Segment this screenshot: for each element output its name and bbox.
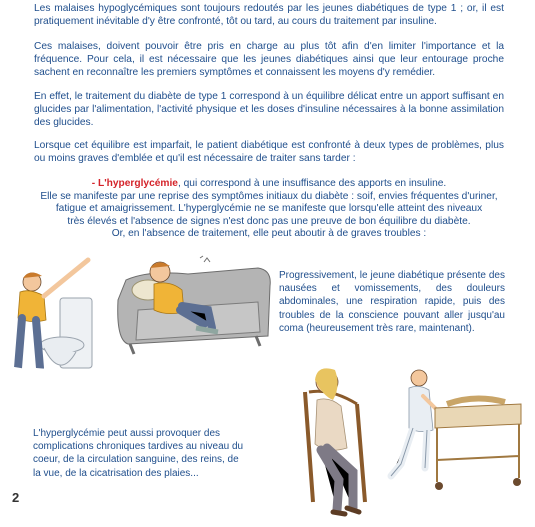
bullet-dash: - <box>91 178 98 189</box>
hyperglycemie-block <box>34 178 504 241</box>
intro-paragraph: Les malaises hypoglycémiques sont toujours redoutés par les jeunes diabétiques de type 1 ; or, il est pratiquement inévitable d'y être confronté, tôt ou tard, au cours du traitement par insuline. <box>34 3 504 27</box>
symptomes-paragraph: Progressivement, le jeune diabétique présente des nausées et vomissements, des douleurs abdominales, une respiration rapide, puis des troubles de la conscience pouvant aller jusqu'au coma (heureusement très rare, maintenant). <box>279 270 505 334</box>
malaises-paragraph: Ces malaises, doivent pouvoir être pris en charge au plus tôt afin d'en limiter l'importance et la fréquence. Pour cela, il est nécessaire que les jeunes diabétiques ainsi que leur entourage proche sachent en reconnaître les premiers symptômes et connaissent les moyens d'y remédier. <box>34 41 504 78</box>
equilibre-paragraph: En effet, le traitement du diabète de type 1 correspond à un équilibre délicat entre un apport suffisant en glucides par l'alimentation, l'activité physique et les doses d'insuline nécessaires à la bonne assimilation des glucides. <box>34 91 504 128</box>
illustration-hospital-bed <box>375 364 525 499</box>
hyperglycemie-heading <box>34 178 504 191</box>
hyperglycemie-definition: , qui correspond à une insuffisance des apports en insuline. <box>177 178 447 189</box>
problemes-paragraph: Lorsque cet équilibre est imparfait, le patient diabétique est confronté à deux types de problèmes, plus ou moins graves d'emblée et qu'il est nécessaire de traiter sans tarder : <box>34 140 504 164</box>
illustration-boy-toilet <box>0 240 110 390</box>
page-number: 2 <box>12 490 20 505</box>
hyper-line: Or, en l'absence de traitement, elle peut aboutir à de graves troubles : <box>111 228 427 240</box>
hyper-line: fatigue et amaigrissement. L'hyperglycémie ne se manifeste que lorsqu'elle atteint des niveaux <box>55 203 483 215</box>
illustration-boy-sofa <box>108 240 276 360</box>
hyper-line: Elle se manifeste par une reprise des symptômes initiaux du diabète : soif, envies fréquentes d'uriner, <box>40 190 498 202</box>
hyperglycemie-term: L'hyperglycémie <box>97 178 178 189</box>
hyper-line: très élevés et l'absence de signes n'est donc pas une preuve de bon équilibre du diabète. <box>67 215 471 227</box>
complications-paragraph: L'hyperglycémie peut aussi provoquer des complications chroniques tardives au niveau du coeur, de la circulation sanguine, des reins, de la vue, de la cicatrisation des plaies... <box>33 428 244 479</box>
